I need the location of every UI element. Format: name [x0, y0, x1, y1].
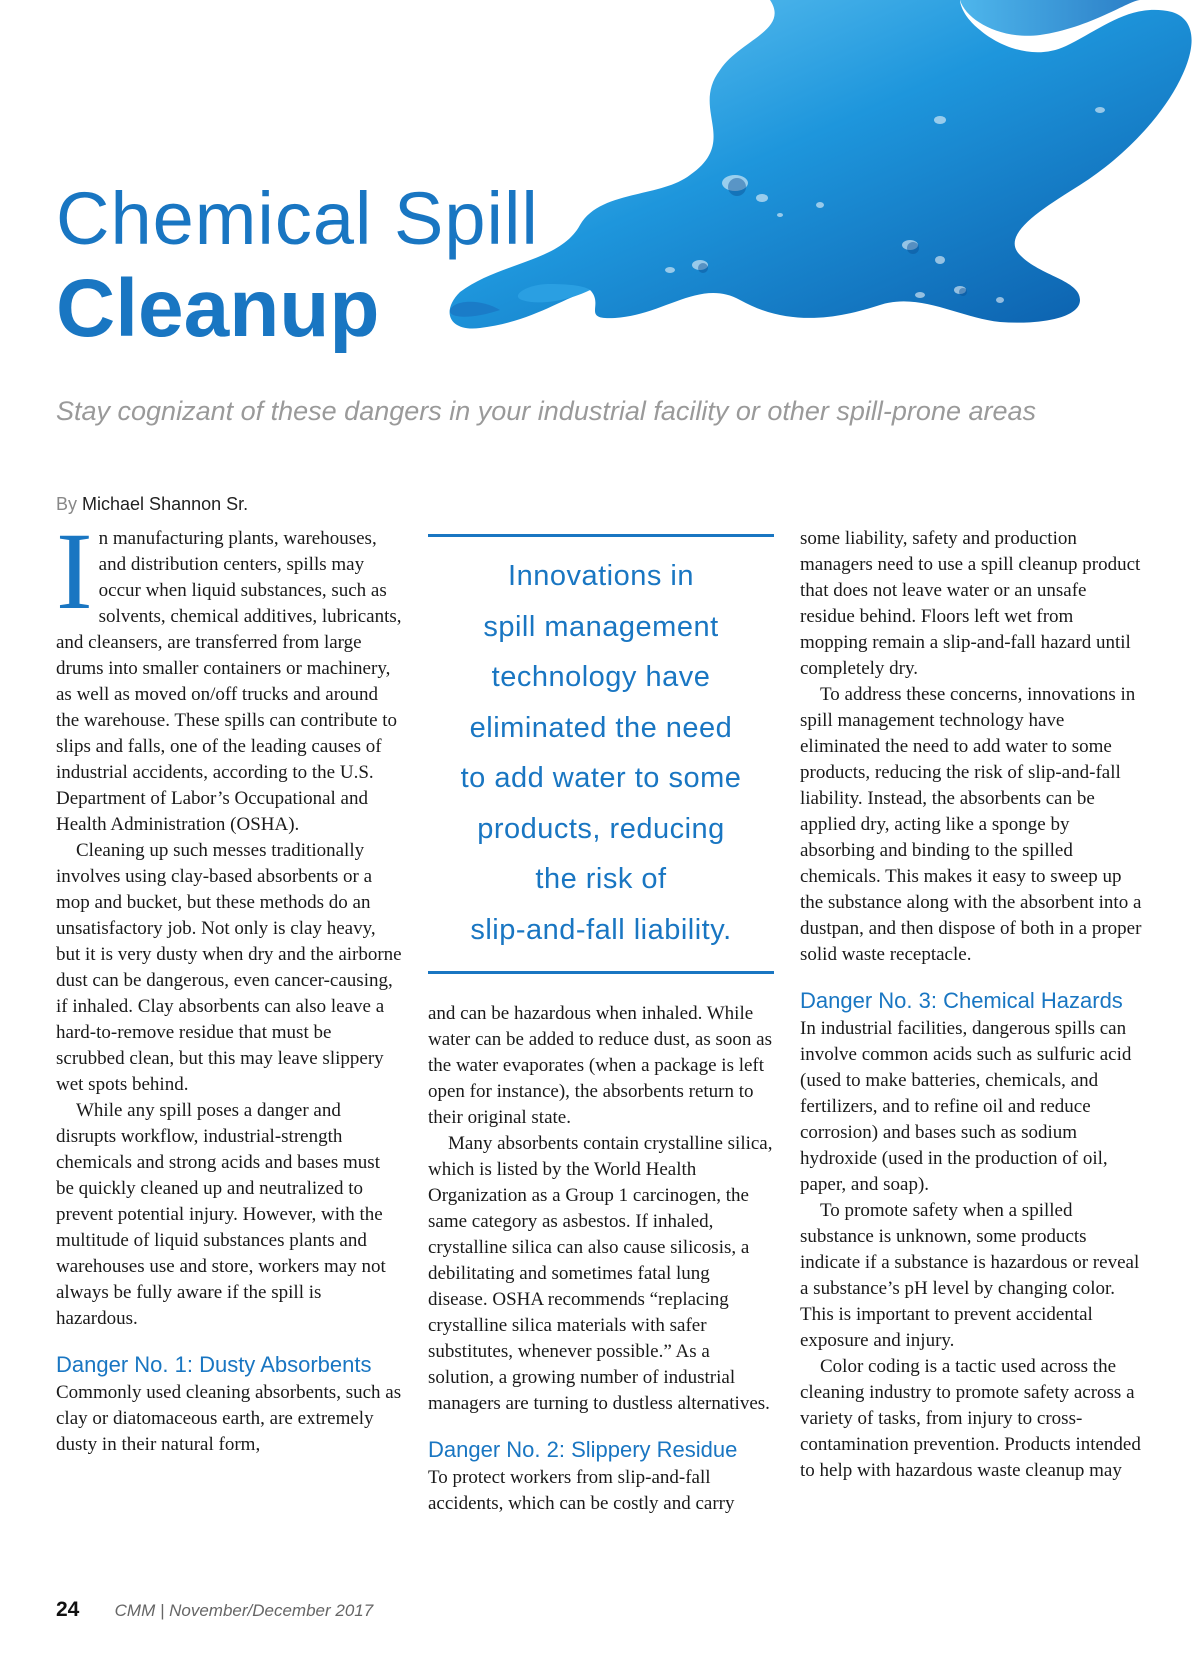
paragraph: While any spill poses a danger and disrupts workflow, industrial-strength chemicals and strong acids and bases must be quickly cleaned up and neutralized to prevent potential injury. However, with the multitude of liquid substances plants and warehouses use and store, workers may not always be fully aware if the spill is hazardous.: [56, 1100, 386, 1329]
pull-quote-line: Innovations in: [508, 560, 694, 592]
paragraph: To address these concerns, innovations in spill management technology have eliminated the need to add water to some products, reducing the risk of slip-and-fall liability. Instead, the absorbents can be applied dry, acting like a sponge by absorbing and binding to the spilled chemicals. This makes it easy to sweep up the substance along with the absorbent into a dustpan, and then dispose of both in a proper solid waste receptacle.: [800, 684, 1142, 965]
article-title-line2: Cleanup: [56, 263, 380, 354]
paragraph: and can be hazardous when inhaled. While water can be added to reduce dust, as soon as the water evaporates (when a package is left open for instance), the absorbents return to their original state.: [428, 1003, 772, 1128]
section-heading: Danger No. 3: Chemical Hazards: [800, 988, 1123, 1013]
pull-quote-line: products, reducing: [477, 812, 725, 845]
byline-prefix: By: [56, 494, 78, 514]
column-1: [56, 510, 402, 1458]
pull-quote-line: slip-and-fall liability.: [470, 913, 732, 946]
article-subtitle: Stay cognizant of these dangers in your industrial facility or other spill-prone areas: [56, 396, 1037, 426]
pull-quote-line: spill management: [483, 610, 719, 643]
article-title-line1: Chemical Spill: [56, 177, 539, 260]
paragraph: In industrial facilities, dangerous spills can involve common acids such as sulfuric acid (used to make batteries, chemicals, and fertilizers, and to refine oil and reduce corrosion) and bases such as sodium hydroxide (used in the production of oil, paper, and soap).: [800, 1018, 1132, 1195]
author-name: Michael Shannon Sr.: [82, 494, 249, 514]
pull-quote-line: eliminated the need: [469, 711, 733, 744]
chemical-spill-illustration: [440, 0, 1200, 360]
pull-quote: [428, 534, 774, 974]
paragraph: Commonly used cleaning absorbents, such as clay or diatomaceous earth, are extremely dusty in their natural form,: [56, 1382, 402, 1455]
paragraph: Color coding is a tactic used across the cleaning industry to promote safety across a variety of tasks, from injury to cross-contamination prevention. Products intended to help with hazardous waste cleanup may: [800, 1356, 1141, 1481]
section-heading: Danger No. 1: Dusty Absorbents: [56, 1352, 372, 1377]
pull-quote-line: the risk of: [535, 863, 667, 895]
paragraph: n manufacturing plants, warehouses, and distribution centers, spills may occur when liquid substances, such as solvents, chemical additives, lubricants, and cleansers, are transferred from large drums into smaller containers or machinery, as well as moved on/off trucks and around the warehouse. These spills can contribute to slips and falls, one of the leading causes of industrial accidents, according to the U.S. Department of Labor’s Occupational and Health Administration (OSHA).: [56, 528, 402, 835]
column-2: [428, 1001, 774, 1517]
drop-cap: I: [56, 510, 93, 632]
paragraph: Cleaning up such messes traditionally involves using clay-based absorbents or a mop and bucket, but these methods do an unsatisfactory job. Not only is clay heavy, but it is very dusty when dry and the airborne dust can be dangerous, even cancer-causing, if inhaled. Clay absorbents can also leave a hard-to-remove residue that must be scrubbed clean, but this may leave slippery wet spots behind.: [56, 840, 402, 1095]
paragraph: To promote safety when a spilled substance is unknown, some products indicate if a substance is hazardous or reveal a substance’s pH level by changing color. This is important to prevent accidental exposure and injury.: [800, 1200, 1140, 1351]
paragraph: To protect workers from slip-and-fall accidents, which can be costly and carry: [428, 1467, 735, 1514]
section-heading: Danger No. 2: Slippery Residue: [428, 1437, 738, 1462]
paragraph: some liability, safety and production managers need to use a spill cleanup product that does not leave water or an unsafe residue behind. Floors left wet from mopping remain a slip-and-fall hazard until completely dry.: [800, 528, 1141, 679]
paragraph: Many absorbents contain crystalline silica, which is listed by the World Health Organization as a Group 1 carcinogen, the same category as asbestos. If inhaled, crystalline silica can also cause silicosis, a debilitating and sometimes fatal lung disease. OSHA recommends “replacing crystalline silica materials with safer substitutes, whenever possible.” As a solution, a growing number of industrial managers are turning to dustless alternatives.: [428, 1133, 773, 1414]
pull-quote-line: to add water to some: [460, 762, 742, 794]
pull-quote-line: technology have: [491, 661, 711, 693]
magazine-issue: CMM | November/December 2017: [114, 1601, 374, 1620]
page-number: 24: [56, 1598, 80, 1621]
column-3: [800, 526, 1144, 1484]
page-footer: [56, 1598, 373, 1622]
